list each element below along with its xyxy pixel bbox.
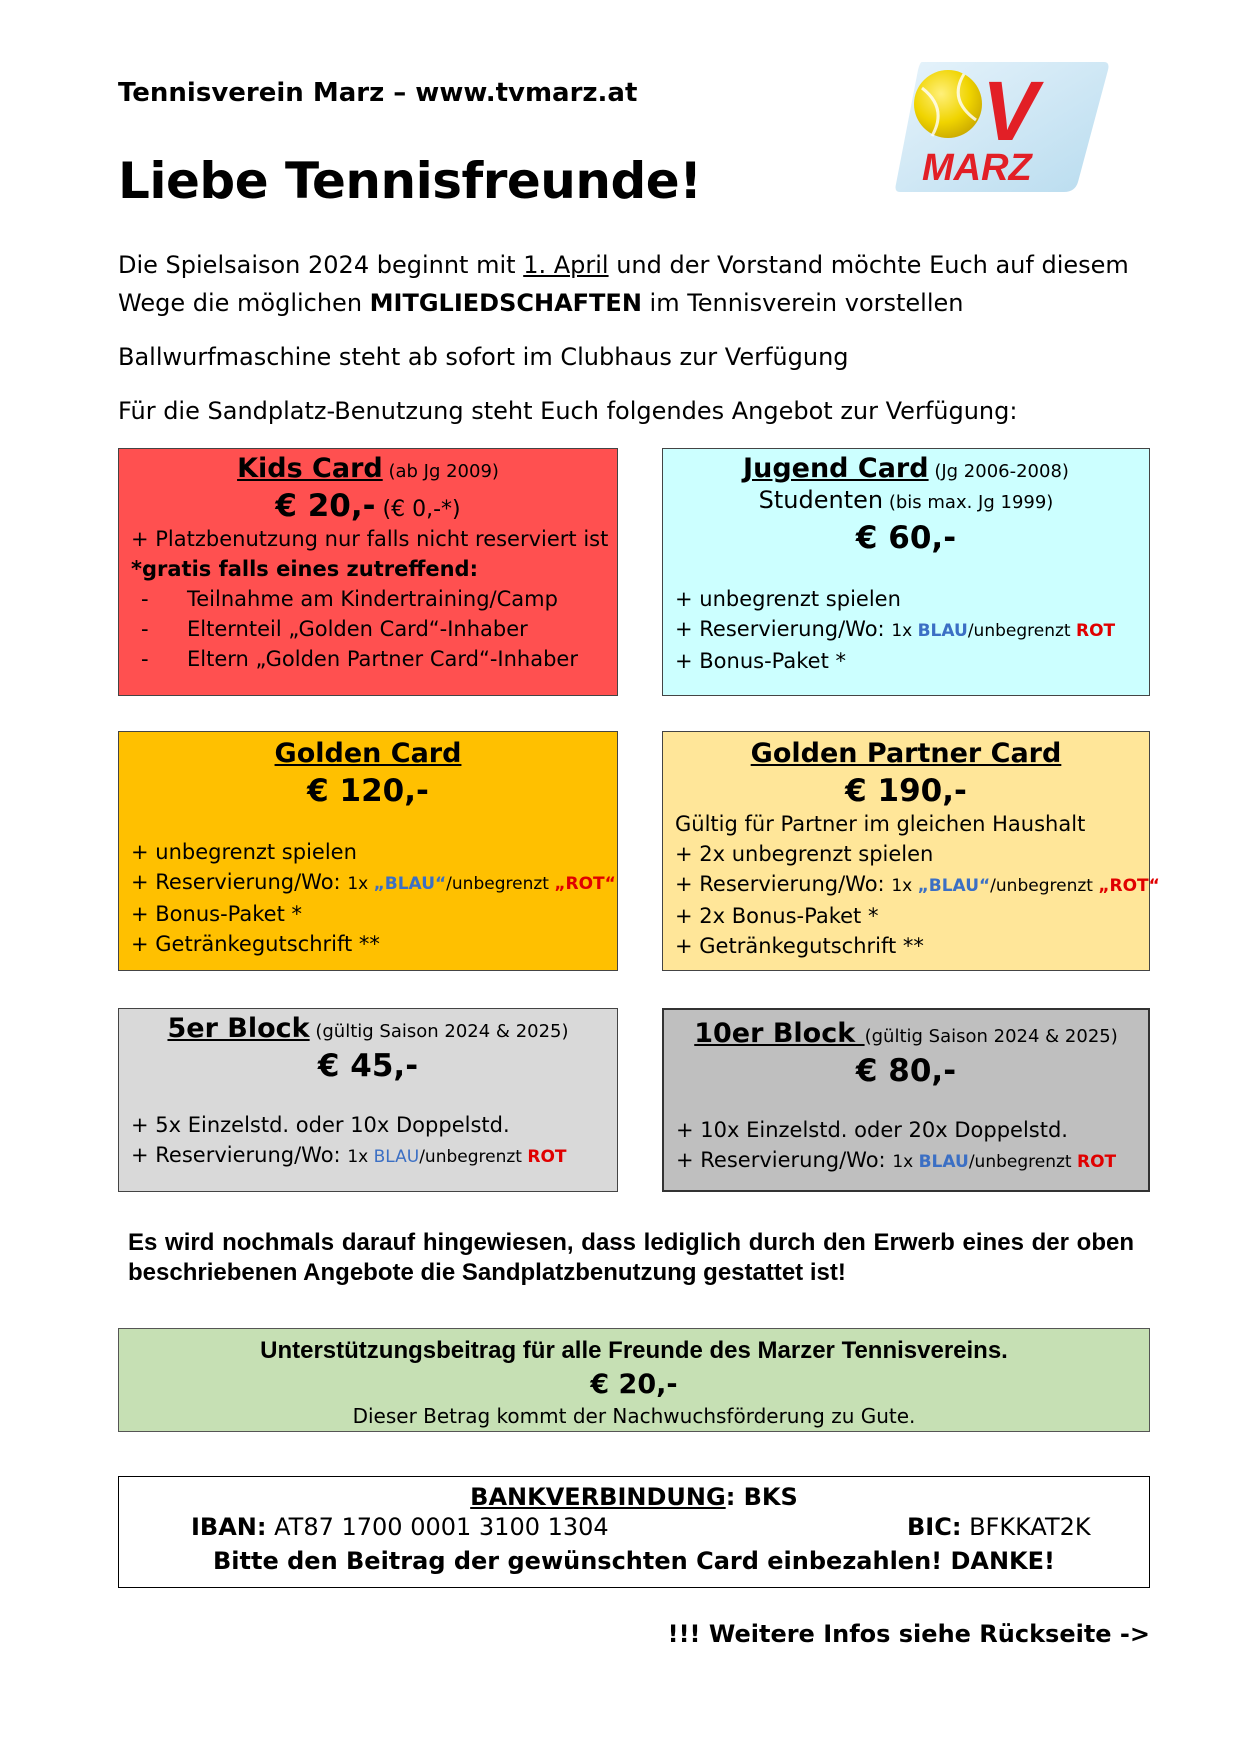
block10-card-reservation: + Reservierung/Wo: 1x BLAU/unbegrenzt ROT [676, 1148, 1117, 1172]
partner-card-line: Gültig für Partner im gleichen Haushalt [675, 812, 1086, 836]
block10-card-price: € 80,- [855, 1053, 957, 1089]
jugend-card-line: + unbegrenzt spielen [675, 587, 901, 611]
intro-text-1: Die Spielsaison 2024 beginnt mit [118, 251, 524, 279]
block10-card-line: + 10x Einzelstd. oder 20x Doppelstd. [676, 1118, 1068, 1142]
bank-thanks: Bitte den Beitrag der gewünschten Card einbezahlen! DANKE! [213, 1547, 1055, 1575]
golden-card-line: + Bonus-Paket * [131, 902, 302, 926]
golden-card-line: + unbegrenzt spielen [131, 840, 357, 864]
partner-card-line: + 2x Bonus-Paket * [675, 904, 879, 928]
block5-card [118, 1008, 618, 1192]
club-header: Tennisverein Marz – www.tvmarz.at [118, 78, 638, 108]
support-box [118, 1328, 1150, 1432]
jugend-card-reservation: + Reservierung/Wo: 1x BLAU/unbegrenzt ROT [675, 617, 1116, 641]
block5-card-reservation: + Reservierung/Wo: 1x BLAU/unbegrenzt ROT [131, 1143, 567, 1167]
footer-note: !!! Weitere Infos siehe Rückseite -> [667, 1620, 1150, 1648]
ballwurf-note: Ballwurfmaschine steht ab sofort im Clubhaus zur Verfügung [118, 343, 849, 371]
partner-card [662, 731, 1160, 971]
golden-card-price: € 120,- [307, 773, 429, 809]
kids-card-line: *gratis falls eines zutreffend: [131, 557, 478, 581]
partner-card-price: € 190,- [845, 773, 967, 809]
partner-card-title: Golden Partner Card [750, 738, 1062, 769]
jugend-card [662, 448, 1150, 696]
golden-card-title: Golden Card [274, 738, 462, 769]
golden-card-line: + Getränkegutschrift ** [131, 932, 380, 956]
notice-text: Es wird nochmals darauf hingewiesen, dass lediglich durch den Erwerb eines der oben beschriebenen Angebote die Sandplatzbenutzung gestattet ist! [128, 1229, 1134, 1286]
kids-card-price: € 20,- (€ 0,-*) [275, 488, 461, 524]
partner-card-reservation: + Reservierung/Wo: 1x „BLAU“/unbegrenzt „ROT“ [675, 872, 1160, 896]
club-logo [892, 58, 1110, 196]
intro-text-2: und der Vorstand möchte Euch auf diesem [608, 251, 1129, 279]
block5-card-line: + 5x Einzelstd. oder 10x Doppelstd. [131, 1113, 510, 1137]
logo-v-text: V [982, 64, 1039, 158]
intro-bold: MITGLIEDSCHAFTEN [369, 289, 642, 317]
jugend-card-price: € 60,- [855, 520, 957, 556]
jugend-card-line: + Bonus-Paket * [675, 649, 846, 673]
intro-date: 1. April [523, 251, 609, 279]
kids-card-title: Kids Card (ab Jg 2009) [237, 453, 499, 484]
jugend-card-title: Jugend Card (Jg 2006-2008) [743, 453, 1069, 484]
support-title: Unterstützungsbeitrag für alle Freunde des Marzer Tennisvereins. [260, 1337, 1008, 1364]
logo-marz-text: MARZ [922, 147, 1032, 189]
golden-card [118, 731, 618, 971]
jugend-card-studenten: Studenten (bis max. Jg 1999) [758, 486, 1054, 514]
bank-box [118, 1476, 1150, 1588]
iban: IBAN: AT87 1700 0001 3100 1304 [191, 1513, 609, 1541]
block5-card-price: € 45,- [317, 1048, 419, 1084]
block5-card-title: 5er Block (gültig Saison 2024 & 2025) [167, 1013, 569, 1044]
partner-card-line: + Getränkegutschrift ** [675, 934, 924, 958]
bank-details [119, 1511, 1149, 1547]
kids-card [118, 448, 618, 696]
support-note: Dieser Betrag kommt der Nachwuchsförderung zu Gute. [352, 1404, 916, 1428]
partner-card-line: + 2x unbegrenzt spielen [675, 842, 934, 866]
support-price: € 20,- [590, 1369, 678, 1400]
golden-card-reservation: + Reservierung/Wo: 1x „BLAU“/unbegrenzt „ROT“ [131, 870, 616, 894]
page-title: Liebe Tennisfreunde! [118, 152, 702, 210]
bank-title: BANKVERBINDUNG: BKS [470, 1483, 798, 1511]
offer-intro: Für die Sandplatz-Benutzung steht Euch folgendes Angebot zur Verfügung: [118, 397, 1018, 425]
kids-card-line: + Platzbenutzung nur falls nicht reserviert ist [131, 527, 609, 551]
bic: BIC: BFKKAT2K [907, 1513, 1091, 1541]
intro-text-3: Wege die möglichen [118, 289, 370, 317]
kids-card-bullet: - Teilnahme am Kindertraining/Camp [141, 587, 558, 611]
block10-card [662, 1008, 1150, 1192]
block10-card-title: 10er Block (gültig Saison 2024 & 2025) [694, 1018, 1118, 1049]
intro-paragraph [118, 246, 1129, 322]
kids-card-bullet: - Elternteil „Golden Card“-Inhaber [141, 617, 528, 641]
kids-card-bullet: - Eltern „Golden Partner Card“-Inhaber [141, 647, 578, 671]
intro-text-4: im Tennisverein vorstellen [641, 289, 964, 317]
